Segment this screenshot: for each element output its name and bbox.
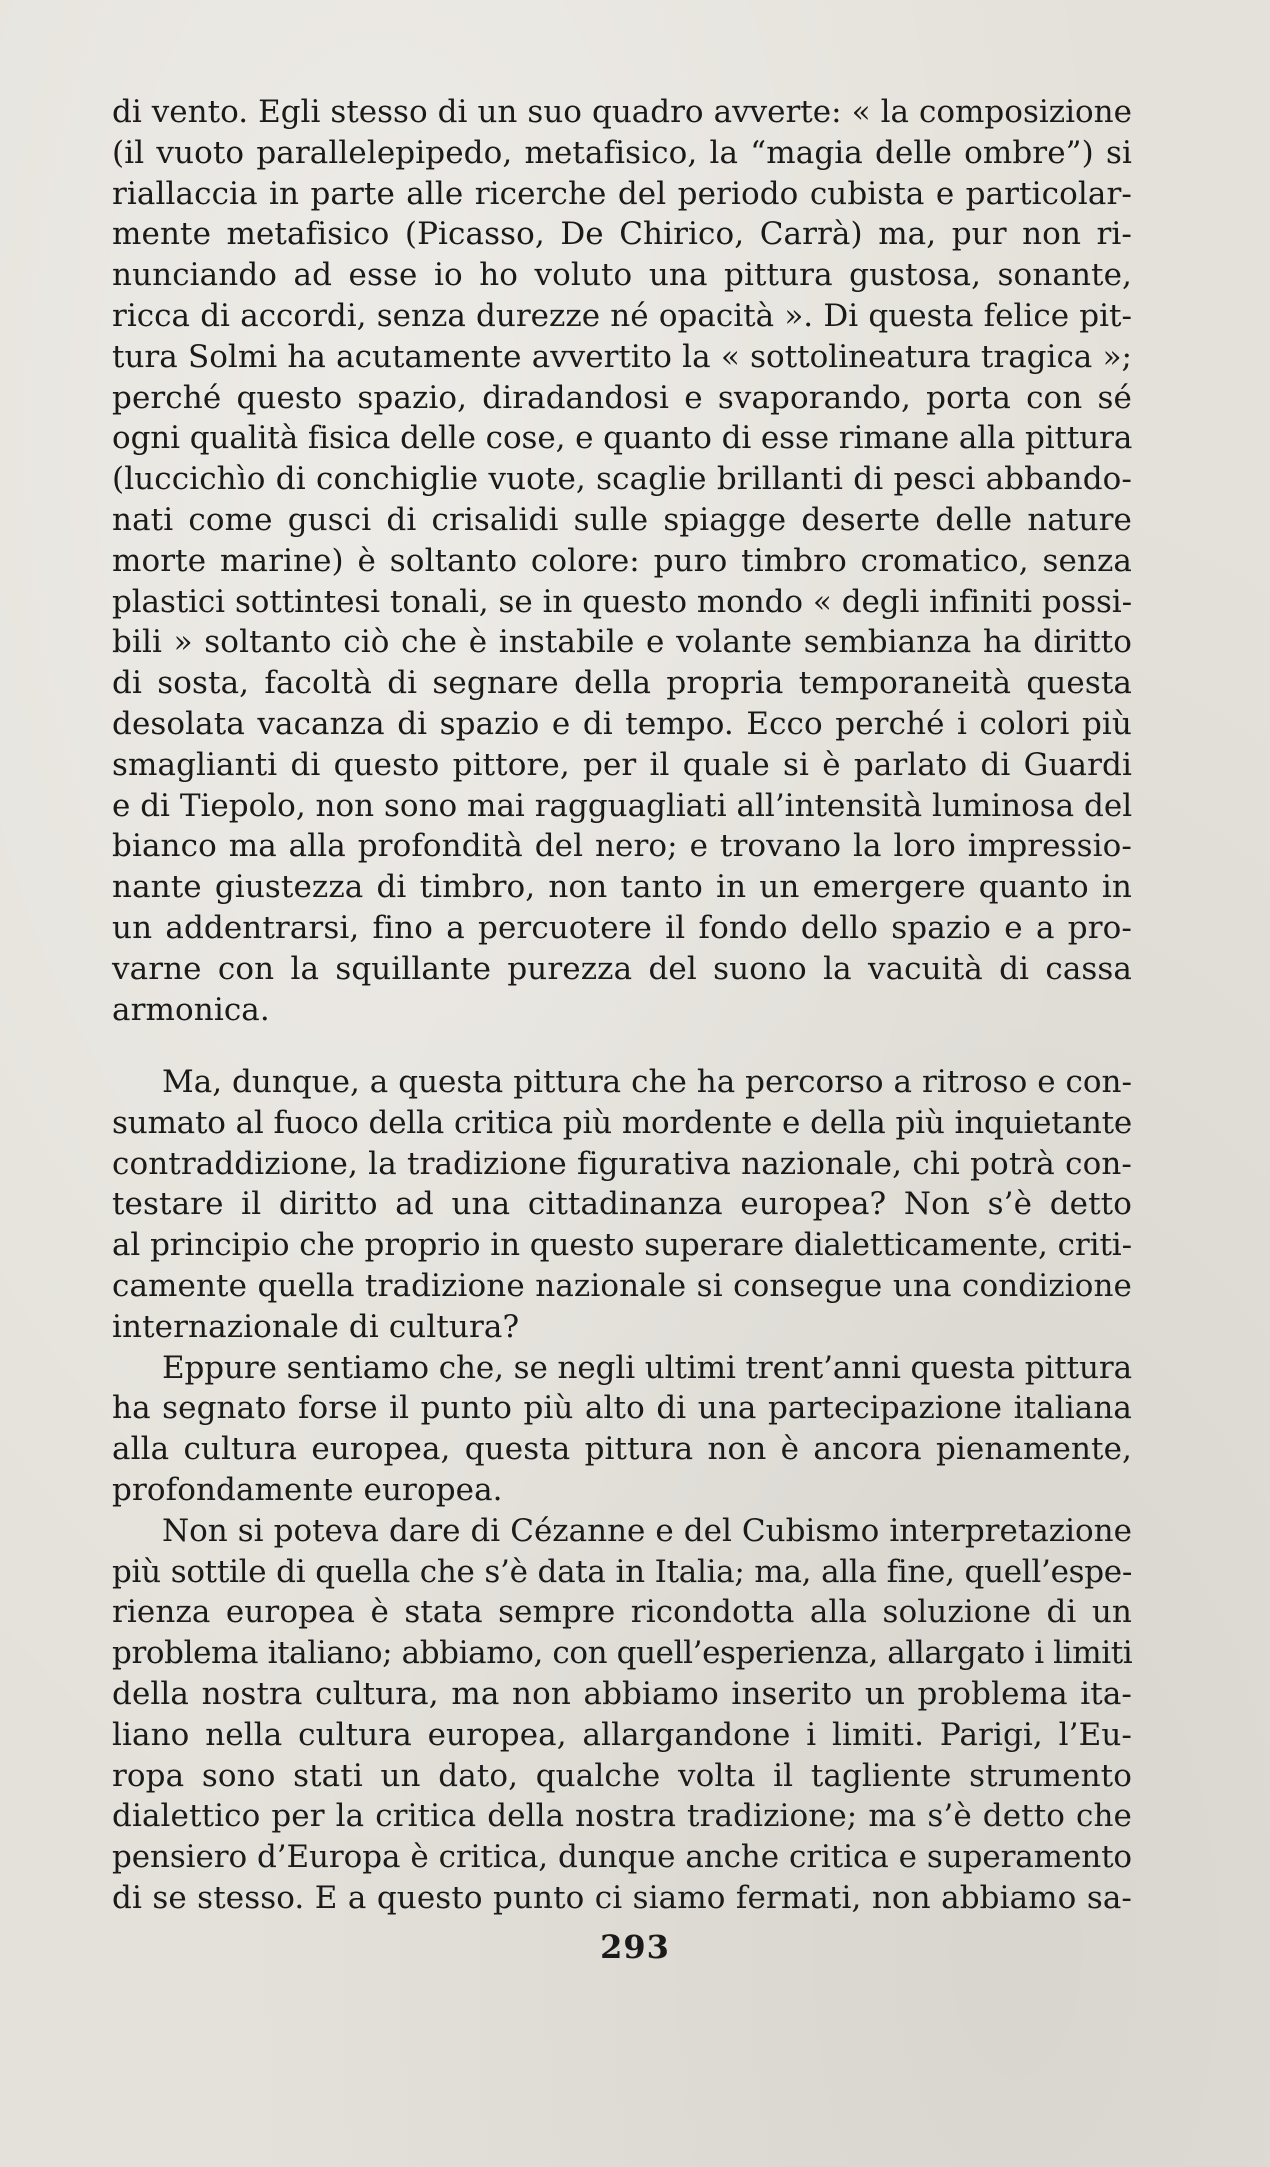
text-line: (il vuoto parallelepipedo, metafisico, la “magia delle ombre”) si: [112, 134, 1132, 171]
text-line: problema italiano; abbiamo, con quell’esperienza, allargato i limiti: [112, 1635, 1133, 1672]
text-line: morte marine) è soltanto colore: puro timbro cromatico, senza: [112, 542, 1132, 579]
text-line: Ma, dunque, a questa pittura che ha percorso a ritroso e con-: [162, 1064, 1132, 1100]
text-line: Eppure sentiamo che, se negli ultimi trent’anni questa pittura: [162, 1349, 1132, 1386]
text-line: plastici sottintesi tonali, se in questo mondo « degli infiniti possi-: [112, 583, 1132, 620]
text-line: tura Solmi ha acutamente avvertito la « sottolineatura tragica »;: [112, 338, 1132, 375]
text-line: varne con la squillante purezza del suono la vacuità di cassa: [112, 950, 1132, 987]
text-line: bianco ma alla profondità del nero; e trovano la loro impressio-: [112, 828, 1132, 865]
text-line: mente metafisico (Picasso, De Chirico, Carrà) ma, pur non ri-: [112, 216, 1132, 253]
text-line: rienza europea è stata sempre ricondotta alla soluzione di un: [112, 1594, 1132, 1631]
text-line: alla cultura europea, questa pittura non è ancora pienamente,: [112, 1431, 1132, 1468]
text-line: (luccichìo di conchiglie vuote, scaglie brillanti di pesci abbando-: [112, 461, 1132, 498]
text-line: di vento. Egli stesso di un suo quadro avverte: « la composizione: [112, 94, 1132, 130]
text-line: ogni qualità fisica delle cose, e quanto di esse rimane alla pittura: [112, 420, 1133, 457]
text-line: camente quella tradizione nazionale si consegue una condizione: [112, 1267, 1132, 1304]
text-line: più sottile di quella che s’è data in Italia; ma, alla fine, quell’espe-: [112, 1553, 1132, 1590]
text-line: della nostra cultura, ma non abbiamo inserito un problema ita-: [112, 1675, 1132, 1712]
page-number: 293: [600, 1928, 670, 1966]
text-line: al principio che proprio in questo superare dialetticamente, criti-: [112, 1227, 1132, 1264]
text-line: bili » soltanto ciò che è instabile e volante sembianza ha diritto: [112, 624, 1132, 661]
text-line: ricca di accordi, senza durezze né opacità ». Di questa felice pit-: [112, 297, 1132, 334]
paragraph-4: [112, 1511, 1132, 1919]
text-line: di se stesso. E a questo punto ci siamo fermati, non abbiamo sa-: [112, 1879, 1132, 1916]
text-line: ha segnato forse il punto più alto di una partecipazione italiana: [112, 1390, 1132, 1427]
paragraph-1: [112, 92, 1132, 1030]
text-line: nante giustezza di timbro, non tanto in un emergere quanto in: [112, 869, 1132, 906]
paragraph-3: [112, 1348, 1132, 1511]
text-line: Non si poteva dare di Cézanne e del Cubismo interpretazione: [162, 1512, 1132, 1549]
text-line: e di Tiepolo, non sono mai ragguagliati all’intensità luminosa del: [112, 787, 1133, 824]
paragraphs-continued: [112, 1062, 1132, 1919]
text-line: dialettico per la critica della nostra tradizione; ma s’è detto che: [112, 1798, 1132, 1835]
text-line: internazionale di cultura?: [112, 1308, 520, 1345]
text-line: nati come gusci di crisalidi sulle spiagge deserte delle nature: [112, 501, 1132, 538]
text-line: un addentrarsi, fino a percuotere il fondo dello spazio e a pro-: [112, 909, 1132, 946]
text-line: smaglianti di questo pittore, per il quale si è parlato di Guardi: [112, 746, 1132, 783]
text-line: testare il diritto ad una cittadinanza europea? Non s’è detto: [112, 1186, 1132, 1223]
text-line: perché questo spazio, diradandosi e svaporando, porta con sé: [112, 379, 1132, 416]
text-line: liano nella cultura europea, allargandone i limiti. Parigi, l’Eu-: [112, 1716, 1132, 1753]
text-line: pensiero d’Europa è critica, dunque anche critica e superamento: [112, 1839, 1132, 1876]
text-line: nunciando ad esse io ho voluto una pittura gustosa, sonante,: [112, 257, 1132, 294]
text-line: ropa sono stati un dato, qualche volta il tagliente strumento: [112, 1757, 1132, 1794]
paragraph-2: [112, 1062, 1132, 1348]
text-line: armonica.: [112, 991, 270, 1028]
text-line: desolata vacanza di spazio e di tempo. Ecco perché i colori più: [112, 705, 1132, 742]
text-line: sumato al fuoco della critica più mordente e della più inquietante: [112, 1104, 1132, 1141]
text-line: riallaccia in parte alle ricerche del periodo cubista e particolar-: [112, 175, 1132, 212]
text-line: contraddizione, la tradizione figurativa nazionale, chi potrà con-: [112, 1145, 1132, 1182]
text-line: di sosta, facoltà di segnare della propria temporaneità questa: [112, 665, 1132, 702]
text-line: profondamente europea.: [112, 1471, 503, 1508]
